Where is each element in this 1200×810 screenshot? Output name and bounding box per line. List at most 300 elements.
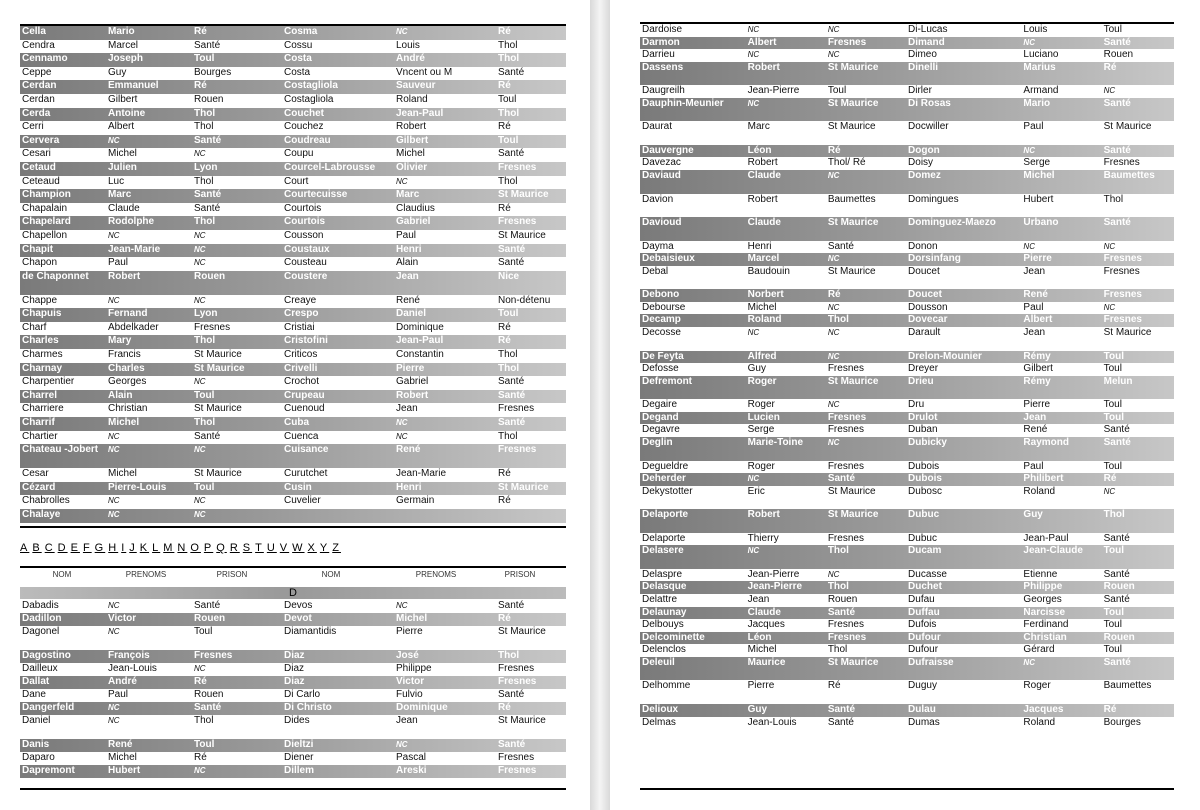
section-letter-band — [20, 587, 566, 599]
table-row — [20, 349, 566, 363]
table-row — [640, 98, 1174, 122]
table-row — [20, 765, 566, 778]
cell-prenoms: NC — [396, 431, 408, 441]
cell-prison: Thol — [498, 107, 520, 119]
cell-nom: Chapellon — [22, 229, 68, 241]
cell-prenoms: Antoine — [108, 107, 146, 119]
cell-prison: St Maurice — [1103, 121, 1152, 133]
alphabet-link-s[interactable]: S — [242, 542, 253, 554]
cell-prison: St Maurice — [827, 61, 879, 73]
cell-prenoms: Roger — [1023, 680, 1051, 692]
cell-nom: Dufois — [908, 619, 937, 631]
cell-prison: NC — [827, 569, 840, 579]
alphabet-link-x[interactable]: X — [307, 542, 317, 554]
alphabet-link-n[interactable]: N — [177, 542, 188, 554]
cell-nom: Costagliola — [284, 80, 338, 92]
table-row — [20, 403, 566, 417]
table-row — [640, 253, 1174, 266]
cell-nom: Chalaye — [22, 509, 61, 520]
cell-prison: Rouen — [827, 593, 858, 605]
cell-prenoms: Jean — [396, 403, 418, 415]
cell-nom: Darrieu — [642, 49, 675, 61]
cell-prison: Santé — [1103, 532, 1130, 544]
cell-nom: Docwiller — [908, 121, 949, 133]
cell-nom: Delattre — [642, 593, 678, 605]
cell-nom: Crivelli — [284, 362, 318, 374]
alphabet-link-t[interactable]: T — [255, 542, 264, 554]
cell-prison: Toul — [1103, 460, 1122, 472]
cell-prenoms: Jacques — [1023, 703, 1064, 715]
alphabet-link-p[interactable]: P — [203, 542, 214, 554]
cell-prison: St Maurice — [827, 375, 879, 387]
cell-prenoms: Albert — [108, 121, 135, 133]
table-row — [640, 412, 1174, 425]
cell-prison: St Maurice — [194, 468, 242, 480]
cell-prison: Toul — [1103, 363, 1122, 375]
cell-prison: Ré — [498, 495, 511, 507]
cell-prenoms: Emmanuel — [108, 80, 159, 92]
cell-prison: Rouen — [1103, 631, 1135, 643]
alphabet-link-l[interactable]: L — [152, 542, 161, 554]
cell-prison: St Maurice — [498, 481, 549, 493]
cell-prenoms: Marc — [108, 189, 132, 201]
alphabet-link-u[interactable]: U — [266, 542, 277, 554]
cell-prenoms: NC — [108, 295, 120, 305]
cell-prenoms: NC — [108, 431, 120, 441]
cell-prison: Ré — [498, 202, 511, 214]
cell-nom: Di Carlo — [284, 689, 321, 700]
cell-prison: St Maurice — [827, 656, 879, 668]
cell-prenoms: Germain — [396, 495, 435, 507]
cell-prenoms: Mario — [108, 26, 135, 37]
cell-prison: NC — [194, 149, 206, 159]
cell-nom: Cerri — [22, 121, 44, 133]
cell-prison: Thol — [498, 175, 518, 187]
table-row — [20, 335, 566, 349]
cell-prison: Fresnes — [1103, 157, 1140, 169]
cell-prison: Santé — [827, 716, 854, 728]
table-row — [20, 176, 566, 190]
cell-prenoms: Marie-Toine — [747, 437, 804, 448]
cell-nom: Charmes — [22, 349, 63, 361]
cell-prison: Rouen — [194, 613, 226, 624]
cell-prison: Fresnes — [1103, 253, 1142, 265]
cell-nom: Charpentier — [22, 376, 75, 388]
cell-prenoms: Guy — [1023, 509, 1043, 521]
section-letter: D — [289, 587, 297, 599]
cell-nom: Diaz — [284, 650, 305, 661]
cell-prison: NC — [194, 258, 206, 268]
cell-prison: Lyon — [194, 161, 218, 173]
cell-prenoms: NC — [396, 601, 408, 610]
cell-prenoms: NC — [108, 510, 120, 519]
cell-prenoms: Roland — [1023, 485, 1056, 497]
cell-prenoms: Paul — [108, 257, 129, 269]
cell-nom: Cristiai — [284, 321, 315, 333]
cell-nom: Charriere — [22, 403, 64, 415]
cell-nom: Decosse — [642, 327, 681, 339]
cell-nom: Dauvergne — [642, 144, 694, 156]
cell-prenoms: Pierre-Louis — [108, 481, 167, 493]
cell-prenoms: Michel — [108, 417, 140, 429]
cell-nom: Cerdan — [22, 93, 55, 105]
table-row — [640, 581, 1174, 594]
cell-nom: Courtecuisse — [284, 189, 348, 201]
cell-prenoms: Vncent ou M — [396, 66, 453, 78]
cell-prison: NC — [827, 328, 840, 338]
cell-prenoms: Robert — [108, 270, 141, 282]
cell-prison: Toul — [1103, 411, 1124, 423]
table-row — [640, 289, 1174, 302]
cell-nom: Dufau — [908, 593, 935, 605]
cell-nom: Dabadis — [22, 600, 59, 611]
table-row — [20, 663, 566, 676]
cell-prenoms: Fernand — [108, 308, 148, 320]
cell-prison: NC — [194, 766, 206, 775]
table-row — [640, 473, 1174, 486]
cell-prenoms: Jean — [1023, 411, 1047, 423]
alphabet-link-q[interactable]: Q — [216, 542, 227, 554]
table-row — [20, 509, 566, 523]
table-row — [640, 376, 1174, 400]
cell-nom: Danis — [22, 739, 50, 750]
cell-prenoms: Gérard — [1023, 644, 1055, 656]
cell-prenoms: Henri — [747, 240, 772, 252]
cell-prison: Toul — [1103, 619, 1122, 631]
alphabet-link-a[interactable]: A — [20, 542, 30, 554]
alphabet-link-h[interactable]: H — [108, 542, 119, 554]
column-header: PRENOMS — [125, 570, 167, 579]
cell-nom: Dufraisse — [908, 656, 954, 668]
cell-nom: Couchet — [284, 107, 324, 119]
table-row — [20, 257, 566, 271]
cell-nom: Delaunay — [642, 606, 687, 618]
alphabet-link-j[interactable]: J — [129, 542, 137, 554]
cell-nom: Dumas — [908, 716, 940, 728]
cell-nom: Debourse — [642, 301, 686, 313]
cell-prison: Santé — [498, 66, 525, 78]
cell-prison: Thol — [827, 545, 849, 557]
cell-prenoms: Pierre — [1023, 253, 1052, 265]
cell-prison: Santé — [194, 430, 221, 442]
cell-nom: Ceteaud — [22, 175, 60, 187]
cell-prenoms: NC — [747, 25, 760, 34]
table-row — [640, 37, 1174, 50]
cell-nom: Cervera — [22, 134, 60, 146]
table-row — [640, 157, 1174, 170]
cell-nom: Coupu — [284, 148, 314, 160]
table-row — [640, 351, 1174, 364]
cell-prenoms: Jean-Paul — [396, 107, 444, 119]
cell-nom: Delenclos — [642, 644, 686, 656]
cell-prison: Ré — [498, 26, 511, 37]
table-row — [20, 230, 566, 244]
cell-prison: St Maurice — [498, 626, 546, 637]
cell-prenoms: Paul — [1023, 121, 1044, 133]
table-row — [20, 189, 566, 203]
cell-prenoms: NC — [1023, 145, 1035, 155]
cell-nom: Dekystotter — [642, 485, 693, 497]
cell-nom: Crochot — [284, 376, 320, 388]
cell-prenoms: NC — [747, 50, 760, 60]
cell-nom: Crupeau — [284, 389, 325, 401]
cell-nom: Champion — [22, 189, 71, 201]
cell-prison: Thol/ Ré — [827, 157, 866, 169]
cell-nom: Dauphin-Meunier — [642, 97, 724, 109]
cell-nom: Chapon — [22, 257, 58, 269]
table-row — [20, 216, 566, 230]
cell-nom: Dailleux — [22, 663, 58, 674]
column-header: PRISON — [504, 570, 536, 579]
table-row — [640, 85, 1174, 98]
cell-prison: NC — [194, 377, 206, 387]
cell-prison: Rouen — [1103, 581, 1135, 593]
table-row — [640, 194, 1174, 218]
alphabet-link-r[interactable]: R — [229, 542, 240, 554]
alphabet-link-c[interactable]: C — [44, 542, 55, 554]
cell-prenoms: Joseph — [108, 53, 144, 65]
cell-prison: Fresnes — [498, 765, 537, 776]
alphabet-link-k[interactable]: K — [139, 542, 150, 554]
cell-prenoms: Robert — [396, 389, 429, 401]
cell-prison: Ré — [194, 676, 207, 687]
table-row — [20, 295, 566, 309]
cell-nom: Dardoise — [642, 24, 683, 35]
cell-nom: Devos — [284, 600, 313, 611]
cell-nom: Dadillon — [22, 613, 62, 624]
cell-prison — [496, 509, 566, 523]
table-row — [640, 632, 1174, 645]
cell-nom: Diener — [284, 752, 314, 763]
cell-prison: Santé — [1103, 568, 1130, 580]
table-row — [20, 495, 566, 509]
cell-nom: Couchez — [284, 121, 324, 133]
cell-prison: NC — [827, 25, 840, 34]
book-spine — [590, 0, 610, 810]
cell-nom: Donon — [908, 240, 938, 252]
cell-nom: Cella — [22, 26, 46, 37]
cell-prison: Fresnes — [827, 411, 867, 423]
cell-prison: Santé — [1103, 97, 1131, 109]
alphabet-link-i[interactable]: I — [121, 542, 127, 554]
cell-prison: NC — [827, 438, 840, 447]
cell-prenoms: Serge — [747, 424, 775, 436]
cell-nom: Charnay — [22, 362, 63, 374]
cell-prison: Bourges — [194, 66, 232, 78]
cell-nom: Cennamo — [22, 53, 68, 65]
alphabet-link-f[interactable]: F — [82, 542, 92, 554]
cell-prison: Fresnes — [498, 444, 537, 456]
table-row — [640, 327, 1174, 351]
cell-prison: Fresnes — [194, 650, 233, 661]
cell-nom: Ceppe — [22, 66, 52, 78]
table-row — [20, 121, 566, 135]
cell-prenoms: Dominique — [396, 702, 448, 713]
alphabet-link-b[interactable]: B — [32, 542, 42, 554]
table-row — [20, 162, 566, 176]
cell-nom: Dubuc — [908, 509, 940, 521]
cell-prison: Santé — [498, 257, 525, 269]
cell-nom: Diamantidis — [284, 626, 337, 637]
cell-prison: Thol — [1103, 193, 1124, 205]
cell-prenoms: NC — [1023, 241, 1035, 251]
table-row — [640, 266, 1174, 290]
cell-prison: St Maurice — [827, 217, 879, 229]
cell-nom: Cusin — [284, 481, 312, 493]
cell-prenoms: Jacques — [747, 619, 785, 631]
cell-prison: Toul — [498, 308, 519, 320]
cell-prison: Santé — [498, 148, 525, 160]
table-row — [20, 739, 566, 752]
cell-prison: Santé — [1103, 656, 1131, 668]
cell-nom: Dassens — [642, 61, 684, 73]
cell-prison: Ré — [1103, 473, 1117, 485]
cell-nom: Curutchet — [284, 468, 328, 480]
cell-prenoms: NC — [747, 474, 760, 484]
cell-prenoms: Marius — [1023, 61, 1056, 73]
alphabet-link-v[interactable]: V — [279, 542, 290, 554]
cell-prison: Fresnes — [827, 363, 864, 375]
cell-prenoms: Claudius — [396, 202, 435, 214]
cell-prison: Santé — [1103, 424, 1130, 436]
cell-prenoms: Jean-Pierre — [747, 85, 800, 97]
cell-nom: Coustaux — [284, 243, 330, 255]
cell-nom: Dreyer — [908, 363, 939, 375]
cell-prison: St Maurice — [194, 362, 245, 374]
cell-prison: Fresnes — [498, 161, 537, 173]
cell-nom: Delaporte — [642, 532, 686, 544]
alphabet-link-e[interactable]: E — [70, 542, 80, 554]
cell-prenoms: Paul — [1023, 460, 1044, 472]
cell-prison: Thol — [498, 39, 518, 51]
cell-prison: Toul — [194, 481, 215, 493]
cell-prenoms: Sauveur — [396, 80, 436, 92]
cell-nom: Delhomme — [642, 680, 691, 692]
table-row — [640, 49, 1174, 62]
cell-nom: Di Rosas — [908, 97, 951, 109]
cell-prison: Fresnes — [194, 321, 231, 333]
table-row — [20, 108, 566, 122]
cell-prison: Santé — [498, 689, 525, 700]
cell-prenoms: Claude — [747, 170, 781, 182]
cell-nom: Darault — [908, 327, 941, 339]
alphabet-link-m[interactable]: M — [163, 542, 175, 554]
alphabet-link-w[interactable]: W — [292, 542, 305, 554]
cell-prison: NC — [194, 244, 206, 254]
cell-nom: Chartier — [22, 430, 58, 442]
table-row — [20, 482, 566, 496]
cell-prison: Santé — [1103, 437, 1131, 448]
alphabet-link-y[interactable]: Y — [319, 542, 330, 554]
cell-prison: Bourges — [1103, 716, 1141, 728]
cell-nom: Duchet — [908, 581, 942, 593]
cell-prenoms: NC — [108, 703, 120, 712]
alphabet-link-g[interactable]: G — [94, 542, 106, 554]
cell-nom: Degavre — [642, 424, 680, 436]
cell-prenoms: Robert — [396, 121, 427, 133]
table-row — [20, 702, 566, 715]
cell-prison: Toul — [194, 53, 215, 65]
table-row — [640, 424, 1174, 437]
cell-nom: Dimand — [908, 36, 945, 48]
cell-prenoms: Lucien — [747, 411, 780, 423]
cell-nom: Darmon — [642, 36, 680, 48]
cell-nom: Davion — [642, 193, 674, 205]
cell-prison: Fresnes — [498, 752, 535, 763]
table-row — [640, 363, 1174, 376]
table-row — [20, 752, 566, 765]
cell-nom: Dufour — [908, 644, 939, 656]
cell-nom: Cousteau — [284, 257, 327, 269]
cell-prison: Santé — [827, 606, 856, 618]
table-row — [20, 468, 566, 482]
cell-nom: Drulot — [908, 411, 938, 423]
alphabet-link-d[interactable]: D — [57, 542, 68, 554]
cell-prison: NC — [827, 400, 840, 410]
cell-prenoms: Paul — [1023, 301, 1044, 313]
cell-prenoms: Roger — [747, 375, 777, 387]
table-row — [20, 689, 566, 702]
cell-prison: Thol — [194, 715, 214, 726]
cell-prison: Thol — [194, 107, 216, 119]
cell-prenoms: Jean — [1023, 265, 1046, 277]
cell-prison: Fresnes — [827, 424, 864, 436]
cell-prenoms: Michel — [108, 468, 137, 480]
cell-prenoms: Gabriel — [396, 216, 431, 228]
cell-prenoms: Christian — [1023, 631, 1067, 643]
cell-prenoms: NC — [108, 627, 120, 636]
cell-prison: St Maurice — [827, 265, 876, 277]
cell-prenoms: Michel — [747, 644, 777, 656]
cell-prison: St Maurice — [827, 97, 879, 109]
cell-nom: Criticos — [284, 349, 318, 361]
alphabet-link-z[interactable]: Z — [332, 542, 341, 554]
bottom-rule — [20, 788, 566, 790]
cell-prenoms: Charles — [108, 362, 145, 374]
cell-prenoms: Michel — [396, 148, 425, 160]
cell-prenoms: Claude — [747, 217, 781, 229]
alphabet-link-o[interactable]: O — [190, 542, 201, 554]
table-row — [640, 607, 1174, 620]
cell-prenoms: Alfred — [747, 350, 777, 362]
table-row — [20, 390, 566, 404]
bottom-top-rule — [20, 566, 566, 568]
cell-nom: Creaye — [284, 294, 317, 306]
table-row — [640, 644, 1174, 657]
table-row — [20, 244, 566, 258]
cell-prenoms: Jean-Pierre — [747, 581, 803, 593]
cell-prison: St Maurice — [194, 349, 242, 361]
cell-prison: Rouen — [1103, 49, 1134, 61]
cell-prison: Thol — [827, 581, 849, 593]
table-row — [640, 62, 1174, 86]
cell-prison: NC — [827, 351, 840, 361]
cell-prenoms: Marcel — [747, 253, 780, 265]
cell-prenoms: François — [108, 650, 150, 661]
cell-nom: Delbouys — [642, 619, 684, 631]
cell-nom: Dubois — [908, 460, 940, 472]
cell-nom: Ducam — [908, 545, 942, 557]
cell-prenoms: Gilbert — [1023, 363, 1053, 375]
cell-prenoms: Georges — [108, 376, 147, 388]
table-row — [20, 626, 566, 650]
cell-prenoms: NC — [1023, 37, 1035, 47]
cell-prenoms: Albert — [747, 36, 777, 48]
cell-nom: Davezac — [642, 157, 681, 169]
cell-prenoms: René — [108, 739, 133, 750]
cell-prison: Thol — [498, 53, 520, 65]
table-row — [20, 431, 566, 445]
